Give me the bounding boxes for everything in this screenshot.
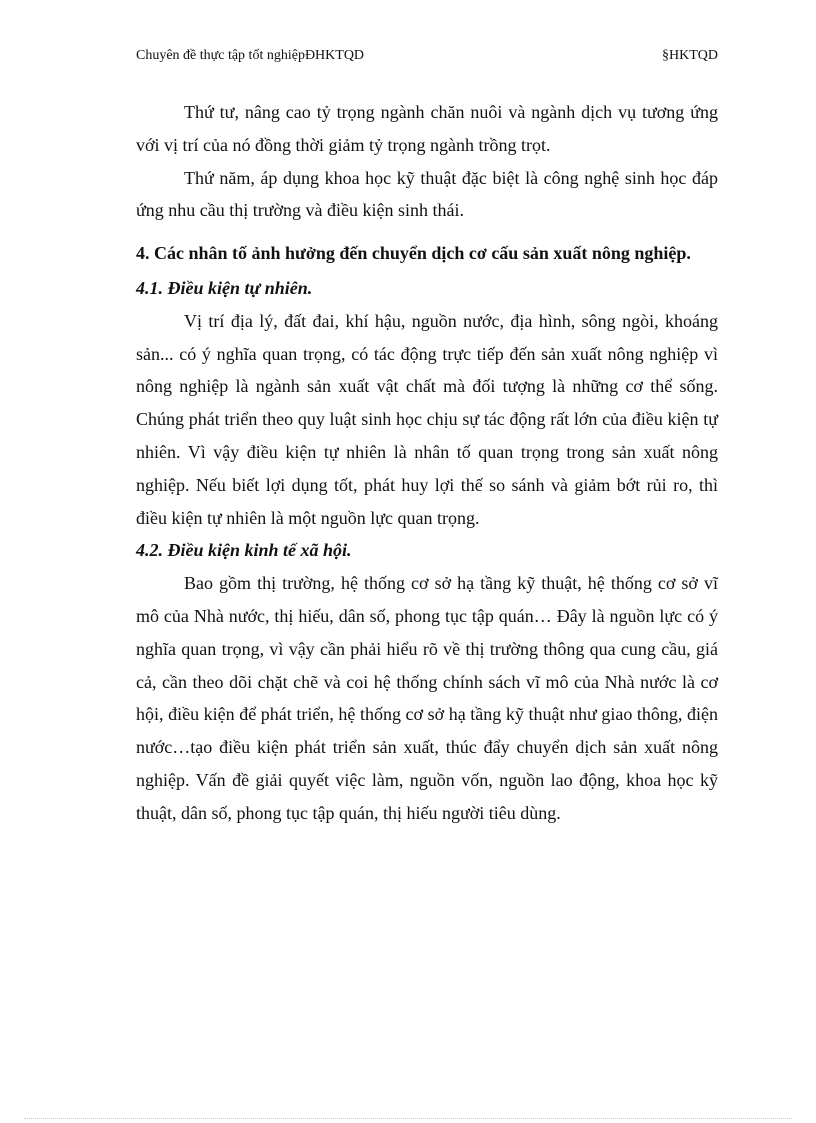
subsection-heading-4-2: 4.2. Điều kiện kinh tế xã hội. <box>136 540 352 561</box>
header-right-text: §HKTQD <box>662 48 718 63</box>
paragraph-socioeconomic-conditions: Bao gồm thị trường, hệ thống cơ sở hạ tầng kỹ thuật, hệ thống cơ sở vĩ mô của Nhà nước, thị hiếu, dân số, phong tục tập quán… Đây là nguồn lực có ý nghĩa quan trọng, vì vậy cần phải hiểu rõ về thị trường thông qua cung cầu, giá cả, cần theo dõi chặt chẽ và coi hệ thống chính sách vĩ mô của Nhà nước là cơ hội, điều kiện để phát triển, hệ thống cơ sở hạ tầng kỹ thuật như giao thông, điện nước…tạo điều kiện phát triển sản xuất, thúc đẩy chuyển dịch sản xuất nông nghiệp. Vấn đề giải quyết việc làm, nguồn vốn, nguồn lao động, khoa học kỹ thuật, dân số, phong tục tập quán, thị hiếu người tiêu dùng. <box>136 573 718 823</box>
subsection-heading-4-1: 4.1. Điều kiện tự nhiên. <box>136 277 313 298</box>
header-divider <box>136 70 718 71</box>
header-left-text: Chuyên đề thực tập tốt nghiệpĐHKTQD <box>136 48 365 63</box>
page-bottom-divider <box>24 1118 792 1119</box>
paragraph-fourth: Thứ tư, nâng cao tỷ trọng ngành chăn nuôi và ngành dịch vụ tương ứng với vị trí của nó đồng thời giảm tỷ trọng ngành trồng trọt. <box>136 102 718 155</box>
paragraph-fifth: Thứ năm, áp dụng khoa học kỹ thuật đặc biệt là công nghệ sinh học đáp ứng nhu cầu thị trường và điều kiện sinh thái. <box>136 167 718 221</box>
page-header <box>136 48 718 68</box>
page-body <box>136 96 718 830</box>
paragraph-natural-conditions: Vị trí địa lý, đất đai, khí hậu, nguồn nước, địa hình, sông ngòi, khoáng sản... có ý nghĩa quan trọng, có tác động trực tiếp đến sản xuất nông nghiệp vì nông nghiệp là ngành sản xuất vật chất mà đối tượng là những cơ thể sống. Chúng phát triển theo quy luật sinh học chịu sự tác động rất lớn của điều kiện tự nhiên. Vì vậy điều kiện tự nhiên là nhân tố quan trọng trong sản xuất nông nghiệp. Nếu biết lợi dụng tốt, phát huy lợi thế so sánh và giảm bớt rủi ro, thì điều kiện tự nhiên là một nguồn lực quan trọng. <box>136 310 718 528</box>
section-heading-4: 4. Các nhân tố ảnh hưởng đến chuyển dịch cơ cấu sản xuất nông nghiệp. <box>136 243 691 264</box>
